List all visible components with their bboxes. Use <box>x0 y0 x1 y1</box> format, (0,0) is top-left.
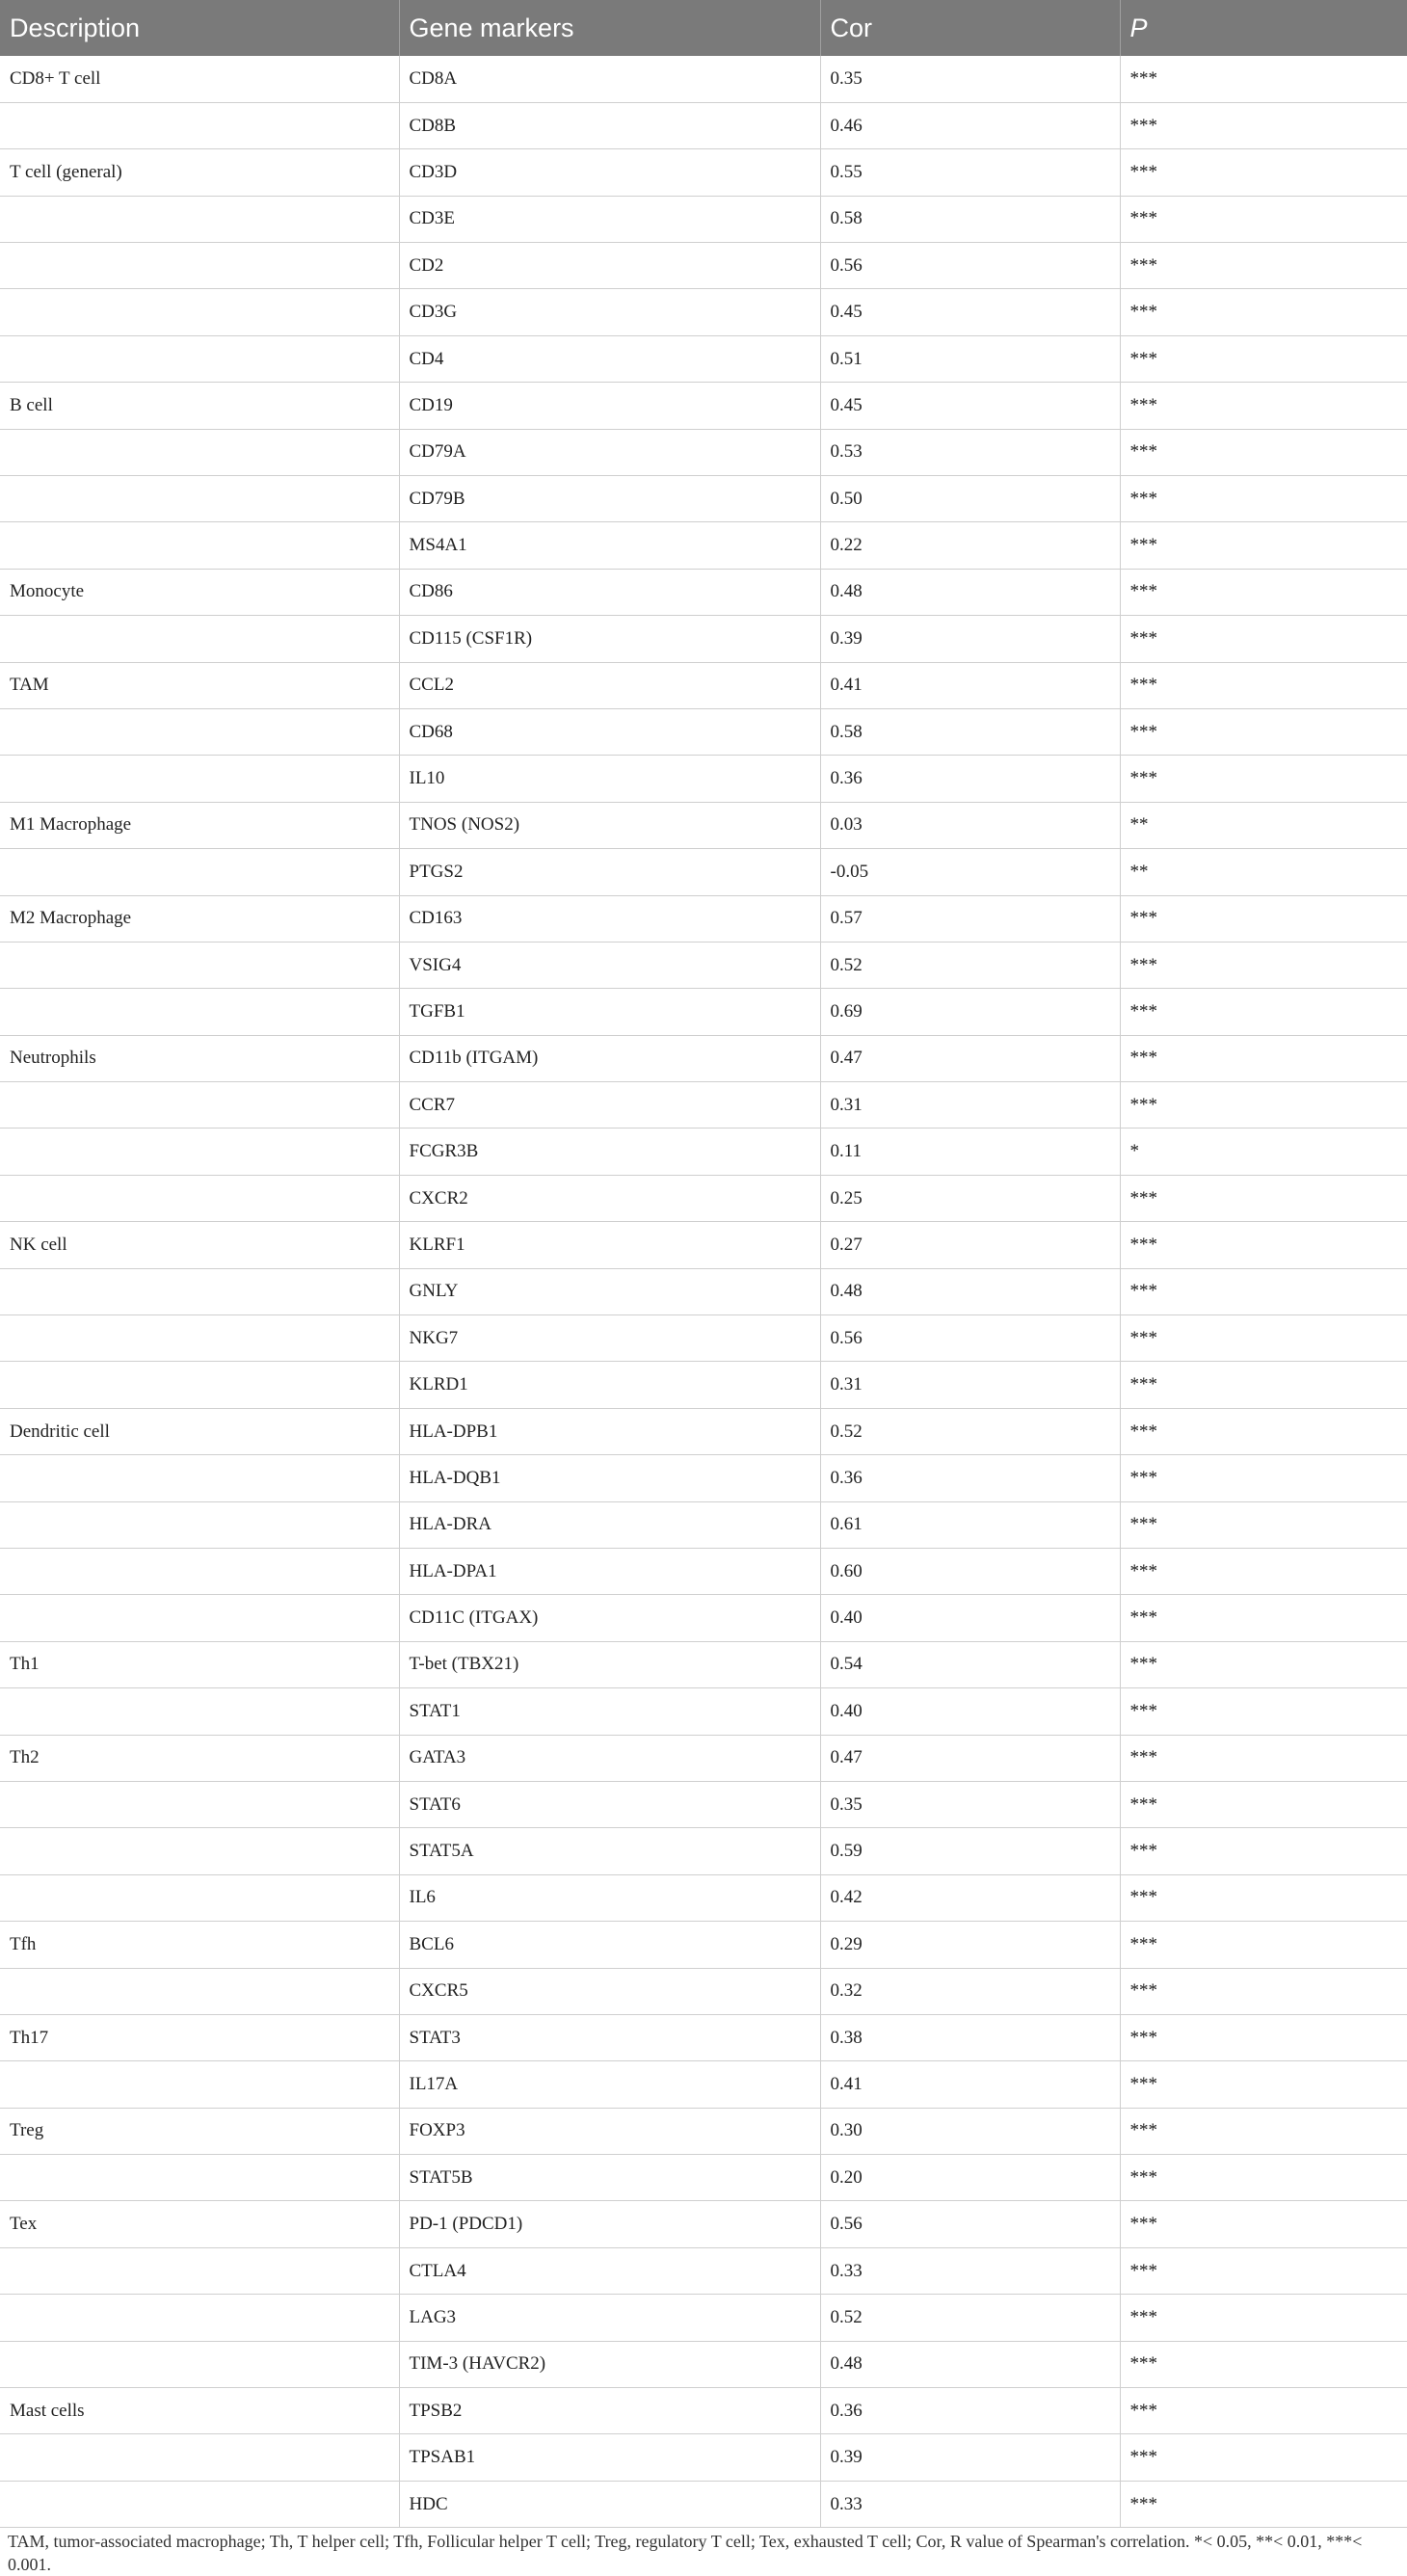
cell-description: Dendritic cell <box>0 1408 399 1454</box>
table-row <box>0 2434 1407 2481</box>
table-row <box>0 802 1407 848</box>
table-row <box>0 1595 1407 1641</box>
table-row <box>0 335 1407 382</box>
cell-p: *** <box>1120 1874 1407 1921</box>
cell-cor: 0.29 <box>820 1922 1120 1968</box>
cell-gene-marker: TNOS (NOS2) <box>399 802 820 848</box>
table-row <box>0 1922 1407 1968</box>
cell-cor: 0.50 <box>820 476 1120 522</box>
cell-cor: 0.11 <box>820 1129 1120 1175</box>
header-p: P <box>1129 13 1148 42</box>
cell-gene-marker: LAG3 <box>399 2295 820 2341</box>
table-row <box>0 429 1407 475</box>
cell-cor: 0.36 <box>820 2388 1120 2434</box>
cell-description <box>0 1549 399 1595</box>
cell-gene-marker: CD8B <box>399 102 820 148</box>
table-row <box>0 1874 1407 1921</box>
cell-description: Tex <box>0 2201 399 2247</box>
cell-description <box>0 942 399 988</box>
cell-p: *** <box>1120 2061 1407 2108</box>
cell-cor: 0.22 <box>820 522 1120 569</box>
cell-cor: 0.03 <box>820 802 1120 848</box>
cell-cor: 0.52 <box>820 942 1120 988</box>
cell-description <box>0 1455 399 1501</box>
cell-gene-marker: CD11C (ITGAX) <box>399 1595 820 1641</box>
header-description: Description <box>0 0 399 56</box>
cell-p: *** <box>1120 429 1407 475</box>
cell-cor: 0.53 <box>820 429 1120 475</box>
cell-cor: 0.42 <box>820 1874 1120 1921</box>
cell-p: ** <box>1120 802 1407 848</box>
cell-cor: 0.39 <box>820 2434 1120 2481</box>
cell-description <box>0 1828 399 1874</box>
cell-description <box>0 476 399 522</box>
table-row <box>0 756 1407 802</box>
table-row <box>0 849 1407 895</box>
table-row <box>0 1688 1407 1735</box>
table-row <box>0 149 1407 196</box>
table-row <box>0 2388 1407 2434</box>
cell-description <box>0 2434 399 2481</box>
table-row <box>0 1968 1407 2014</box>
cell-gene-marker: CD11b (ITGAM) <box>399 1035 820 1081</box>
table-row <box>0 522 1407 569</box>
header-cor: Cor <box>820 0 1120 56</box>
cell-gene-marker: STAT5A <box>399 1828 820 1874</box>
table-row <box>0 1549 1407 1595</box>
cell-gene-marker: CCR7 <box>399 1082 820 1129</box>
cell-description: NK cell <box>0 1222 399 1268</box>
cell-cor: 0.58 <box>820 196 1120 242</box>
cell-gene-marker: HLA-DPA1 <box>399 1549 820 1595</box>
cell-cor: 0.56 <box>820 243 1120 289</box>
cell-p: *** <box>1120 2155 1407 2201</box>
cell-p: *** <box>1120 476 1407 522</box>
cell-p: *** <box>1120 1175 1407 1221</box>
table-row <box>0 1408 1407 1454</box>
cell-cor: 0.57 <box>820 895 1120 942</box>
table-header <box>0 0 1407 56</box>
cell-gene-marker: CD68 <box>399 708 820 755</box>
cell-description <box>0 102 399 148</box>
table-row <box>0 2108 1407 2154</box>
table-row <box>0 1781 1407 1827</box>
cell-p: *** <box>1120 1362 1407 1408</box>
cell-cor: 0.56 <box>820 2201 1120 2247</box>
cell-p: *** <box>1120 1549 1407 1595</box>
cell-cor: 0.60 <box>820 1549 1120 1595</box>
cell-gene-marker: CD3D <box>399 149 820 196</box>
cell-gene-marker: VSIG4 <box>399 942 820 988</box>
cell-description: Neutrophils <box>0 1035 399 1081</box>
cell-description <box>0 849 399 895</box>
cell-description <box>0 1595 399 1641</box>
cell-p: *** <box>1120 335 1407 382</box>
table-row <box>0 942 1407 988</box>
cell-description <box>0 1129 399 1175</box>
cell-description <box>0 335 399 382</box>
cell-description <box>0 2481 399 2527</box>
cell-p: *** <box>1120 1968 1407 2014</box>
cell-cor: 0.41 <box>820 662 1120 708</box>
table-row <box>0 989 1407 1035</box>
table-row <box>0 1828 1407 1874</box>
cell-description: CD8+ T cell <box>0 56 399 102</box>
cell-p: *** <box>1120 383 1407 429</box>
cell-p: *** <box>1120 522 1407 569</box>
cell-p: *** <box>1120 1035 1407 1081</box>
cell-cor: 0.33 <box>820 2481 1120 2527</box>
cell-description: Th2 <box>0 1735 399 1781</box>
cell-description <box>0 1175 399 1221</box>
cell-description <box>0 2341 399 2387</box>
cell-description: T cell (general) <box>0 149 399 196</box>
cell-cor: 0.31 <box>820 1362 1120 1408</box>
cell-description <box>0 756 399 802</box>
cell-gene-marker: KLRD1 <box>399 1362 820 1408</box>
cell-p: *** <box>1120 942 1407 988</box>
table-row <box>0 1362 1407 1408</box>
table-row <box>0 2341 1407 2387</box>
cell-gene-marker: NKG7 <box>399 1315 820 1362</box>
cell-gene-marker: TGFB1 <box>399 989 820 1035</box>
cell-gene-marker: HLA-DQB1 <box>399 1455 820 1501</box>
table-row <box>0 56 1407 102</box>
cell-p: *** <box>1120 2341 1407 2387</box>
cell-cor: 0.41 <box>820 2061 1120 2108</box>
cell-p: *** <box>1120 2014 1407 2060</box>
table-row <box>0 1455 1407 1501</box>
cell-description <box>0 2061 399 2108</box>
cell-p: *** <box>1120 196 1407 242</box>
table-row <box>0 289 1407 335</box>
cell-gene-marker: FOXP3 <box>399 2108 820 2154</box>
cell-gene-marker: IL17A <box>399 2061 820 2108</box>
cell-gene-marker: CTLA4 <box>399 2247 820 2294</box>
cell-description <box>0 989 399 1035</box>
cell-p: *** <box>1120 243 1407 289</box>
cell-gene-marker: FCGR3B <box>399 1129 820 1175</box>
cell-cor: 0.47 <box>820 1735 1120 1781</box>
cell-p: *** <box>1120 662 1407 708</box>
cell-cor: 0.33 <box>820 2247 1120 2294</box>
cell-p: *** <box>1120 1408 1407 1454</box>
cell-description <box>0 1501 399 1548</box>
table-row <box>0 2201 1407 2247</box>
cell-cor: 0.55 <box>820 149 1120 196</box>
cell-description: Th1 <box>0 1641 399 1687</box>
cell-cor: 0.27 <box>820 1222 1120 1268</box>
cell-gene-marker: MS4A1 <box>399 522 820 569</box>
cell-p: * <box>1120 1129 1407 1175</box>
cell-gene-marker: PD-1 (PDCD1) <box>399 2201 820 2247</box>
cell-p: *** <box>1120 616 1407 662</box>
cell-gene-marker: CD3G <box>399 289 820 335</box>
cell-p: *** <box>1120 1828 1407 1874</box>
cell-p: *** <box>1120 102 1407 148</box>
cell-p: *** <box>1120 2108 1407 2154</box>
cell-gene-marker: CXCR5 <box>399 1968 820 2014</box>
cell-cor: 0.36 <box>820 1455 1120 1501</box>
cell-p: *** <box>1120 1641 1407 1687</box>
cell-description <box>0 2155 399 2201</box>
cell-cor: 0.40 <box>820 1595 1120 1641</box>
cell-p: *** <box>1120 2295 1407 2341</box>
cell-gene-marker: T-bet (TBX21) <box>399 1641 820 1687</box>
cell-gene-marker: IL10 <box>399 756 820 802</box>
cell-description <box>0 1268 399 1315</box>
cell-gene-marker: CD2 <box>399 243 820 289</box>
cell-gene-marker: KLRF1 <box>399 1222 820 1268</box>
cell-p: *** <box>1120 2201 1407 2247</box>
cell-cor: 0.51 <box>820 335 1120 382</box>
cell-p: *** <box>1120 1455 1407 1501</box>
cell-p: *** <box>1120 1595 1407 1641</box>
cell-gene-marker: TPSAB1 <box>399 2434 820 2481</box>
table-row <box>0 1501 1407 1548</box>
cell-p: *** <box>1120 569 1407 615</box>
cell-cor: 0.45 <box>820 289 1120 335</box>
cell-p: *** <box>1120 2434 1407 2481</box>
cell-description <box>0 1781 399 1827</box>
cell-description <box>0 243 399 289</box>
cell-p: *** <box>1120 1222 1407 1268</box>
cell-p: *** <box>1120 756 1407 802</box>
cell-cor: 0.48 <box>820 1268 1120 1315</box>
cell-description <box>0 429 399 475</box>
cell-p: *** <box>1120 1922 1407 1968</box>
cell-cor: 0.30 <box>820 2108 1120 2154</box>
cell-cor: 0.61 <box>820 1501 1120 1548</box>
table-row <box>0 1175 1407 1221</box>
cell-p: *** <box>1120 1688 1407 1735</box>
cell-description: Treg <box>0 2108 399 2154</box>
cell-p: *** <box>1120 2388 1407 2434</box>
cell-cor: 0.58 <box>820 708 1120 755</box>
table-row <box>0 1735 1407 1781</box>
cell-p: *** <box>1120 1735 1407 1781</box>
cell-gene-marker: CD3E <box>399 196 820 242</box>
cell-description <box>0 2295 399 2341</box>
cell-gene-marker: STAT6 <box>399 1781 820 1827</box>
cell-gene-marker: HLA-DRA <box>399 1501 820 1548</box>
cell-description <box>0 522 399 569</box>
cell-gene-marker: GNLY <box>399 1268 820 1315</box>
cell-p: *** <box>1120 56 1407 102</box>
cell-p: *** <box>1120 708 1407 755</box>
cell-cor: 0.20 <box>820 2155 1120 2201</box>
cell-cor: 0.46 <box>820 102 1120 148</box>
cell-p: ** <box>1120 849 1407 895</box>
cell-gene-marker: STAT5B <box>399 2155 820 2201</box>
cell-gene-marker: STAT1 <box>399 1688 820 1735</box>
table-row <box>0 243 1407 289</box>
cell-p: *** <box>1120 895 1407 942</box>
cell-p: *** <box>1120 2481 1407 2527</box>
table-row <box>0 476 1407 522</box>
cell-description: B cell <box>0 383 399 429</box>
cell-cor: 0.35 <box>820 1781 1120 1827</box>
table-row <box>0 1641 1407 1687</box>
table-row <box>0 2061 1407 2108</box>
cell-gene-marker: CXCR2 <box>399 1175 820 1221</box>
cell-cor: -0.05 <box>820 849 1120 895</box>
table-row <box>0 2014 1407 2060</box>
cell-cor: 0.47 <box>820 1035 1120 1081</box>
cell-description <box>0 1315 399 1362</box>
cell-cor: 0.38 <box>820 2014 1120 2060</box>
table-row <box>0 569 1407 615</box>
cell-gene-marker: CD115 (CSF1R) <box>399 616 820 662</box>
cell-cor: 0.52 <box>820 1408 1120 1454</box>
cell-cor: 0.31 <box>820 1082 1120 1129</box>
cell-description <box>0 1688 399 1735</box>
cell-description <box>0 289 399 335</box>
table-row <box>0 1222 1407 1268</box>
cell-cor: 0.69 <box>820 989 1120 1035</box>
table-row <box>0 616 1407 662</box>
cell-cor: 0.40 <box>820 1688 1120 1735</box>
cell-description <box>0 1968 399 2014</box>
cell-cor: 0.45 <box>820 383 1120 429</box>
cell-gene-marker: CD8A <box>399 56 820 102</box>
cell-gene-marker: IL6 <box>399 1874 820 1921</box>
cell-p: *** <box>1120 1082 1407 1129</box>
cell-p: *** <box>1120 1501 1407 1548</box>
table-footnote: TAM, tumor-associated macrophage; Th, T helper cell; Tfh, Follicular helper T cell; Treg, regulatory T cell; Tex, exhausted T cell; Cor, R value of Spearman's correlation. *< 0.05, **< 0.01, ***< 0.001. <box>8 2532 1363 2574</box>
table-row <box>0 383 1407 429</box>
cell-description <box>0 616 399 662</box>
cell-cor: 0.32 <box>820 1968 1120 2014</box>
cell-p: *** <box>1120 1268 1407 1315</box>
cell-p: *** <box>1120 289 1407 335</box>
cell-p: *** <box>1120 1315 1407 1362</box>
cell-gene-marker: HDC <box>399 2481 820 2527</box>
cell-gene-marker: CD79B <box>399 476 820 522</box>
cell-cor: 0.35 <box>820 56 1120 102</box>
cell-gene-marker: TPSB2 <box>399 2388 820 2434</box>
table-row <box>0 1315 1407 1362</box>
cell-gene-marker: BCL6 <box>399 1922 820 1968</box>
cell-p: *** <box>1120 2247 1407 2294</box>
cell-description <box>0 708 399 755</box>
cell-gene-marker: CD4 <box>399 335 820 382</box>
header-gene-markers: Gene markers <box>399 0 820 56</box>
cell-description <box>0 1874 399 1921</box>
cell-cor: 0.48 <box>820 569 1120 615</box>
cell-gene-marker: CD86 <box>399 569 820 615</box>
cell-cor: 0.36 <box>820 756 1120 802</box>
table-row <box>0 1082 1407 1129</box>
table-body <box>0 56 1407 2528</box>
cell-description: M2 Macrophage <box>0 895 399 942</box>
cell-p: *** <box>1120 1781 1407 1827</box>
header-row <box>0 0 1407 56</box>
cell-cor: 0.54 <box>820 1641 1120 1687</box>
table-row <box>0 1035 1407 1081</box>
cell-gene-marker: CCL2 <box>399 662 820 708</box>
cell-gene-marker: CD163 <box>399 895 820 942</box>
cell-gene-marker: CD79A <box>399 429 820 475</box>
table-row <box>0 708 1407 755</box>
cell-cor: 0.56 <box>820 1315 1120 1362</box>
table-row <box>0 1129 1407 1175</box>
cell-gene-marker: GATA3 <box>399 1735 820 1781</box>
cell-description: Th17 <box>0 2014 399 2060</box>
table-row <box>0 662 1407 708</box>
cell-description <box>0 196 399 242</box>
cell-cor: 0.52 <box>820 2295 1120 2341</box>
cell-description: Mast cells <box>0 2388 399 2434</box>
table-row <box>0 2295 1407 2341</box>
cell-gene-marker: HLA-DPB1 <box>399 1408 820 1454</box>
table-row <box>0 2481 1407 2527</box>
cell-cor: 0.48 <box>820 2341 1120 2387</box>
table-row <box>0 102 1407 148</box>
cell-description: Tfh <box>0 1922 399 1968</box>
table-row <box>0 1268 1407 1315</box>
cell-p: *** <box>1120 989 1407 1035</box>
cell-gene-marker: TIM-3 (HAVCR2) <box>399 2341 820 2387</box>
cell-description: TAM <box>0 662 399 708</box>
cell-description <box>0 2247 399 2294</box>
cell-gene-marker: PTGS2 <box>399 849 820 895</box>
cell-description: Monocyte <box>0 569 399 615</box>
cell-cor: 0.39 <box>820 616 1120 662</box>
cell-cor: 0.59 <box>820 1828 1120 1874</box>
table-row <box>0 2247 1407 2294</box>
cell-description <box>0 1362 399 1408</box>
cell-description <box>0 1082 399 1129</box>
cell-description: M1 Macrophage <box>0 802 399 848</box>
cell-cor: 0.25 <box>820 1175 1120 1221</box>
cell-p: *** <box>1120 149 1407 196</box>
cell-gene-marker: STAT3 <box>399 2014 820 2060</box>
cell-gene-marker: CD19 <box>399 383 820 429</box>
table-row <box>0 895 1407 942</box>
table-row <box>0 196 1407 242</box>
table-row <box>0 2155 1407 2201</box>
